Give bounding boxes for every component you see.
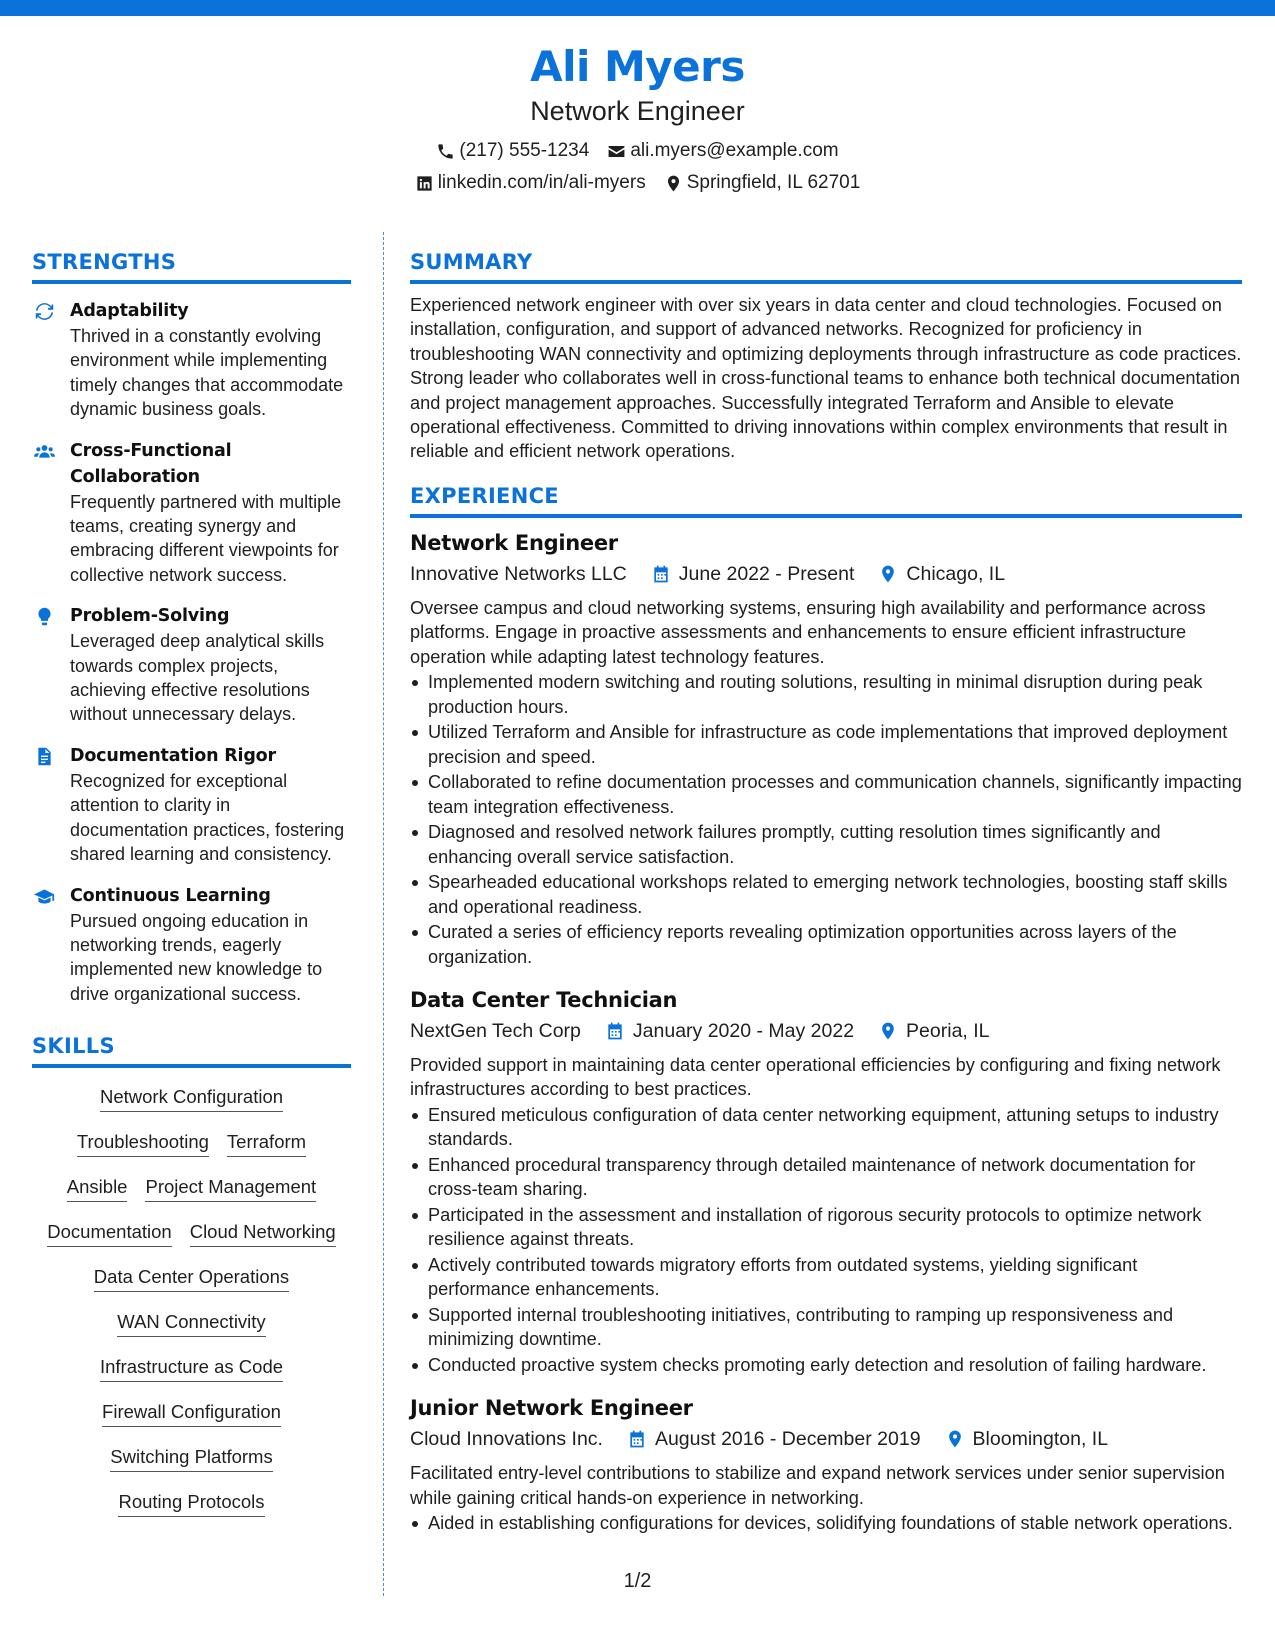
sync-icon <box>34 301 55 322</box>
summary-text: Experienced network engineer with over six years in data center and cloud technologies. Focused on installation, configuration, and support of advanced networks. Recognized for proficiency in troubleshooting WAN connectivity and optimizing deployments through infrastructure as code practices. Strong leader who collaborates well in cross-functional teams to enhance both technical documentation and project management approaches. Successfully integrated Terraform and Ansible to elevate operational effectiveness. Committed to driving innovations within complex environments that result in reliable and efficient network operations. <box>410 295 1242 462</box>
email-text[interactable]: ali.myers@example.com <box>630 140 839 161</box>
job-bullet: Supported internal troubleshooting initiatives, contributing to ramping up responsiveness and minimizing downtime. <box>410 1303 1242 1352</box>
skill-tag: Data Center Operations <box>94 1264 289 1292</box>
skill-tag: WAN Connectivity <box>117 1309 265 1337</box>
job-description: Facilitated entry-level contributions to stabilize and expand network services under senior supervision while gaining critical hands-on experience in networking. <box>410 1463 1225 1508</box>
strengths-heading: STRENGTHS <box>32 248 351 284</box>
strength-title: Continuous Learning <box>70 885 271 906</box>
job-bullet: Collaborated to refine documentation processes and communication channels, significantly impacting team integration effectiveness. <box>410 770 1242 819</box>
calendar-icon <box>605 1021 625 1041</box>
column-divider <box>383 232 384 1596</box>
right-column <box>410 248 1242 1536</box>
job-title: Network Engineer <box>410 530 618 555</box>
strength-item <box>32 743 351 867</box>
page-number <box>0 1570 1275 1593</box>
strength-item <box>32 298 351 422</box>
job-bullet: Spearheaded educational workshops related to emerging network technologies, boosting staff skills and operational readiness. <box>410 870 1242 919</box>
skill-tag: Project Management <box>145 1174 316 1202</box>
job-meta <box>410 1015 1242 1047</box>
strength-description: Pursued ongoing education in networking trends, eagerly implemented new knowledge to drive organizational success. <box>70 910 323 1004</box>
phone-contact <box>436 136 589 166</box>
strength-description: Recognized for exceptional attention to clarity in documentation practices, fostering shared learning and consistency. <box>70 770 345 865</box>
strength-title: Problem-Solving <box>70 606 230 627</box>
job-bullets <box>410 1103 1242 1377</box>
email-contact[interactable] <box>607 136 838 166</box>
job-entry <box>410 985 1242 1377</box>
lightbulb-icon <box>34 606 55 627</box>
job-description: Oversee campus and cloud networking systems, ensuring high availability and performance across platforms. Engage in proactive assessments and enhancements to ensure efficient infrastructure operation while adapting latest technology features. <box>410 597 1206 667</box>
job-title: Junior Network Engineer <box>410 1396 693 1421</box>
job-bullet: Conducted proactive system checks promoting early detection and resolution of failing hardware. <box>410 1353 1242 1377</box>
graduation-cap-icon <box>34 886 55 907</box>
job-location: Bloomington, IL <box>972 1428 1109 1451</box>
contact-row-2 <box>0 168 1275 198</box>
calendar-icon <box>651 564 671 584</box>
skills-section <box>32 1032 351 1526</box>
skill-row <box>32 1076 351 1121</box>
job-bullet: Actively contributed towards migratory efforts from outdated systems, yielding significant performance enhancements. <box>410 1253 1242 1302</box>
job-dates: June 2022 - Present <box>678 562 855 585</box>
strength-item <box>32 438 351 588</box>
strength-title: Adaptability <box>70 301 189 321</box>
skill-row <box>32 1211 351 1256</box>
job-bullets <box>410 670 1242 969</box>
contact-row-1 <box>0 136 1275 166</box>
strength-description: Frequently partnered with multiple teams, creating synergy and embracing different viewpoints for collective network success. <box>70 491 342 585</box>
linkedin-contact[interactable] <box>415 168 646 198</box>
users-icon <box>34 441 55 462</box>
strength-description: Thrived in a constantly evolving environment while implementing timely changes that accommodate dynamic business goals. <box>70 326 344 420</box>
skill-row <box>32 1166 351 1211</box>
strength-title: Cross-Functional Collaboration <box>70 440 232 487</box>
strength-item <box>32 603 351 727</box>
phone-icon <box>436 142 455 161</box>
candidate-name: Ali Myers <box>530 42 745 91</box>
experience-heading: EXPERIENCE <box>410 482 1242 518</box>
top-accent-bar <box>0 0 1275 16</box>
job-bullet: Aided in establishing configurations for devices, solidifying foundations of stable network operations. <box>410 1511 1242 1535</box>
skill-tag: Infrastructure as Code <box>100 1354 283 1382</box>
job-location: Chicago, IL <box>906 562 1006 585</box>
job-description: Provided support in maintaining data center operational efficiencies by configuring and fixing network infrastructures according to best practices. <box>410 1055 1221 1100</box>
skill-tag: Firewall Configuration <box>102 1399 281 1427</box>
summary-heading: SUMMARY <box>410 248 1242 284</box>
job-dates: August 2016 - December 2019 <box>654 1428 921 1451</box>
calendar-icon <box>627 1429 647 1449</box>
skill-tag: Switching Platforms <box>110 1444 272 1472</box>
job-company: Innovative Networks LLC <box>410 562 627 585</box>
job-bullets <box>410 1511 1242 1535</box>
linkedin-icon <box>415 174 434 193</box>
skill-tag: Cloud Networking <box>190 1219 336 1247</box>
skill-tag: Documentation <box>47 1219 171 1247</box>
job-bullet: Diagnosed and resolved network failures promptly, cutting resolution times significantly and enhancing overall service satisfaction. <box>410 820 1242 869</box>
skill-tag: Routing Protocols <box>118 1489 264 1517</box>
job-bullet: Implemented modern switching and routing solutions, resulting in minimal disruption during peak production hours. <box>410 670 1242 719</box>
map-marker-icon <box>945 1429 965 1449</box>
skill-row <box>32 1256 351 1301</box>
job-title: Data Center Technician <box>410 988 678 1013</box>
skill-row <box>32 1391 351 1436</box>
skill-row <box>32 1481 351 1526</box>
skills-list <box>32 1076 351 1526</box>
resume-header <box>0 40 1275 198</box>
job-location: Peoria, IL <box>906 1020 990 1043</box>
skill-row <box>32 1121 351 1166</box>
job-dates: January 2020 - May 2022 <box>632 1020 855 1043</box>
job-meta <box>410 558 1242 590</box>
page-number-text: 1/2 <box>623 1570 652 1592</box>
skill-tag: Network Configuration <box>100 1084 283 1112</box>
strength-description: Leveraged deep analytical skills towards complex projects, achieving effective resolutions without unnecessary delays. <box>70 631 325 725</box>
skills-heading: SKILLS <box>32 1032 351 1068</box>
job-entry <box>410 528 1242 969</box>
location-contact <box>664 168 861 198</box>
map-marker-icon <box>878 1021 898 1041</box>
skill-row <box>32 1436 351 1481</box>
job-meta <box>410 1423 1242 1455</box>
job-entry <box>410 1393 1242 1535</box>
skill-row <box>32 1301 351 1346</box>
document-icon <box>34 746 55 767</box>
job-bullet: Participated in the assessment and installation of rigorous security protocols to optimize network resilience against threats. <box>410 1203 1242 1252</box>
phone-text: (217) 555-1234 <box>459 140 590 161</box>
job-bullet: Enhanced procedural transparency through detailed maintenance of network documentation for cross-team sharing. <box>410 1153 1242 1202</box>
skill-row <box>32 1346 351 1391</box>
skill-tag: Troubleshooting <box>77 1129 209 1157</box>
strengths-list <box>32 298 351 1006</box>
candidate-title: Network Engineer <box>530 96 745 126</box>
strength-item <box>32 883 351 1007</box>
job-bullet: Utilized Terraform and Ansible for infrastructure as code implementations that improved deployment precision and speed. <box>410 720 1242 769</box>
linkedin-text[interactable]: linkedin.com/in/ali-myers <box>437 172 646 193</box>
skill-tag: Ansible <box>67 1174 128 1202</box>
envelope-icon <box>607 142 626 161</box>
experience-section <box>410 482 1242 1536</box>
job-bullet: Ensured meticulous configuration of data center networking equipment, attuning setups to industry standards. <box>410 1103 1242 1152</box>
job-company: NextGen Tech Corp <box>410 1020 581 1043</box>
job-company: Cloud Innovations Inc. <box>410 1428 603 1451</box>
skill-tag: Terraform <box>227 1129 306 1157</box>
map-marker-icon <box>664 174 683 193</box>
strength-title: Documentation Rigor <box>70 745 276 766</box>
location-text: Springfield, IL 62701 <box>686 172 861 193</box>
left-column <box>32 248 351 1526</box>
map-marker-icon <box>878 564 898 584</box>
job-bullet: Curated a series of efficiency reports revealing optimization opportunities across layers of the organization. <box>410 920 1242 969</box>
